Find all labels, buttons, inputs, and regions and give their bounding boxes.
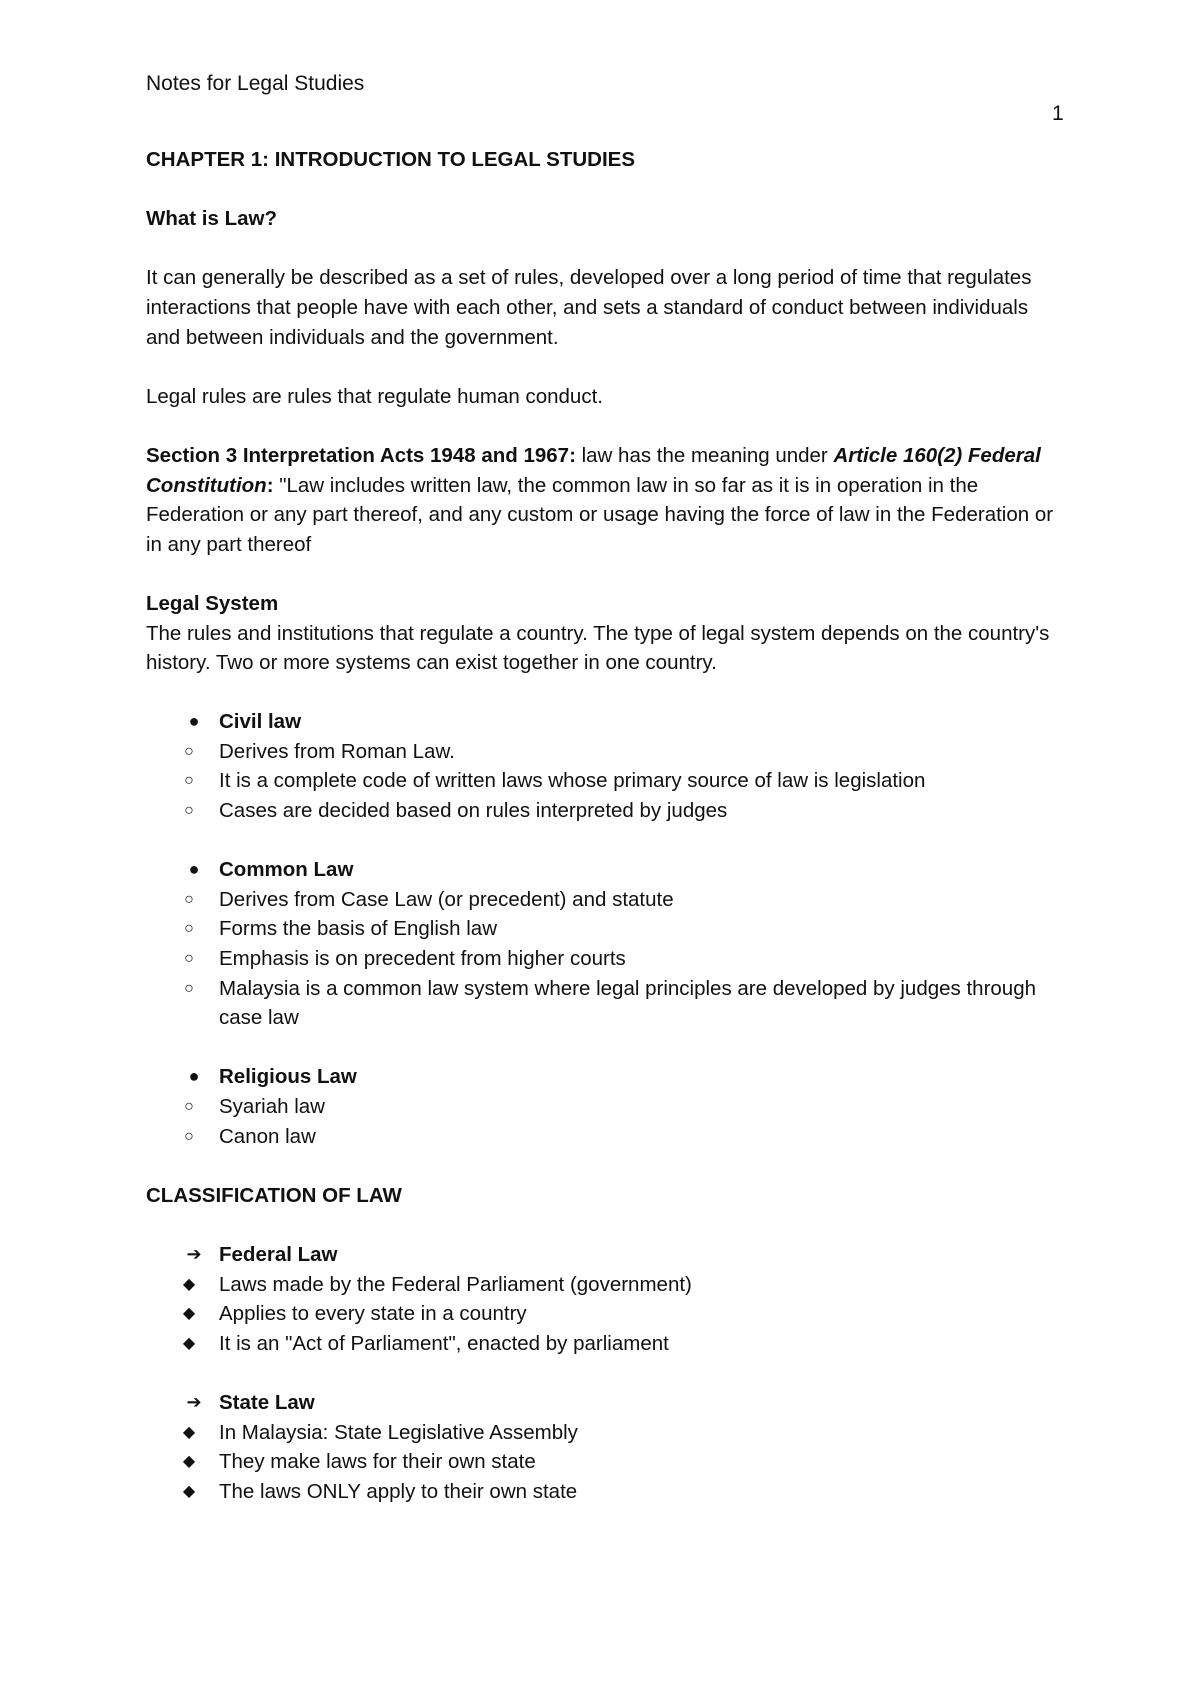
page-number: 1 <box>1052 102 1064 125</box>
classification-list <box>146 1240 1066 1506</box>
sub-list-item: ○ Syariah law <box>219 1092 1066 1122</box>
circle-bullet-icon: ○ <box>184 950 194 968</box>
circle-bullet-icon: ○ <box>184 979 194 997</box>
list-item-label: Federal Law <box>219 1242 338 1266</box>
diamond-bullet-icon: ◆ <box>182 1305 196 1323</box>
diamond-bullet-icon: ◆ <box>182 1334 196 1352</box>
law-quote: "Law includes written law, the common law in so far as it is in operation in the Federation or any part thereof, and any custom or usage having the force of law in the Federation or in any part thereof <box>146 473 1054 556</box>
sub-list-item: ○ Forms the basis of English law <box>219 914 1066 944</box>
diamond-bullet-icon: ◆ <box>182 1453 196 1471</box>
document-header: Notes for Legal Studies <box>146 72 365 95</box>
legal-systems-list <box>146 707 1066 1151</box>
bullet-icon: ● <box>188 1066 200 1087</box>
list-item-state-law <box>146 1388 1066 1506</box>
circle-bullet-icon: ○ <box>184 890 194 908</box>
section-heading-legal-system: Legal System <box>146 591 279 615</box>
list-item-federal-law <box>146 1240 1066 1388</box>
circle-bullet-icon: ○ <box>184 802 194 820</box>
sub-list-item: ◆ Laws made by the Federal Parliament (government) <box>219 1270 1066 1300</box>
sub-list-item: ○ Cases are decided based on rules interpreted by judges <box>219 796 1066 826</box>
list-item-common-law <box>146 855 1066 1062</box>
section-heading-classification: CLASSIFICATION OF LAW <box>146 1183 402 1207</box>
interpretation-paragraph <box>146 441 1066 559</box>
sub-list-item: ○ Canon law <box>219 1122 1066 1152</box>
sub-list-item: ◆ It is an "Act of Parliament", enacted by parliament <box>219 1329 1066 1359</box>
circle-bullet-icon: ○ <box>184 920 194 938</box>
sub-list-item: ◆ They make laws for their own state <box>219 1447 1066 1477</box>
list-item-label: Civil law <box>219 710 302 734</box>
arrow-icon: ➔ <box>186 1243 202 1264</box>
list-item-label: Religious Law <box>219 1065 357 1089</box>
diamond-bullet-icon: ◆ <box>182 1275 196 1293</box>
law-definition-paragraph: It can generally be described as a set of rules, developed over a long period of time that regulates interactions that people have with each other, and sets a standard of conduct between individuals and between individuals and the government. <box>146 266 1032 349</box>
arrow-icon: ➔ <box>186 1391 202 1412</box>
circle-bullet-icon: ○ <box>184 742 194 760</box>
list-item-label: Common Law <box>219 858 354 882</box>
interpretation-text: law has the meaning under <box>575 443 834 467</box>
sub-list-item: ◆ The laws ONLY apply to their own state <box>219 1477 1066 1507</box>
bullet-icon: ● <box>188 711 200 732</box>
list-item-label: State Law <box>219 1390 315 1414</box>
sub-list-item: ◆ Applies to every state in a country <box>219 1299 1066 1329</box>
sub-list-item: ○ Malaysia is a common law system where legal principles are developed by judges through case law <box>219 974 1066 1033</box>
circle-bullet-icon: ○ <box>184 1098 194 1115</box>
sub-list-item: ○ It is a complete code of written laws whose primary source of law is legislation <box>219 766 1066 796</box>
section-heading-what-is-law: What is Law? <box>146 207 277 231</box>
circle-bullet-icon: ○ <box>184 772 194 790</box>
diamond-bullet-icon: ◆ <box>182 1482 196 1500</box>
sub-list-item: ○ Derives from Case Law (or precedent) and statute <box>219 885 1066 915</box>
circle-bullet-icon: ○ <box>184 1127 194 1145</box>
bullet-icon: ● <box>188 859 200 880</box>
sub-list-item: ○ Derives from Roman Law. <box>219 737 1066 767</box>
chapter-title: CHAPTER 1: INTRODUCTION TO LEGAL STUDIES <box>146 148 635 171</box>
article-ref: Article 160(2) Federal Constitution <box>146 443 1041 497</box>
legal-rules-paragraph: Legal rules are rules that regulate human conduct. <box>146 384 603 408</box>
sub-list-item: ◆ In Malaysia: State Legislative Assembly <box>219 1418 1066 1448</box>
diamond-bullet-icon: ◆ <box>182 1423 196 1441</box>
article-colon: : <box>266 473 274 497</box>
document-body <box>146 145 1066 1506</box>
legal-system-description: The rules and institutions that regulate a country. The type of legal system depends on the country's history. Two or more systems can exist together in one country. <box>146 621 1050 675</box>
sub-list-item: ○ Emphasis is on precedent from higher courts <box>219 944 1066 974</box>
list-item-religious-law <box>146 1062 1066 1151</box>
list-item-civil-law <box>146 707 1066 855</box>
interpretation-section-ref: Section 3 Interpretation Acts 1948 and 1967: <box>146 443 576 467</box>
